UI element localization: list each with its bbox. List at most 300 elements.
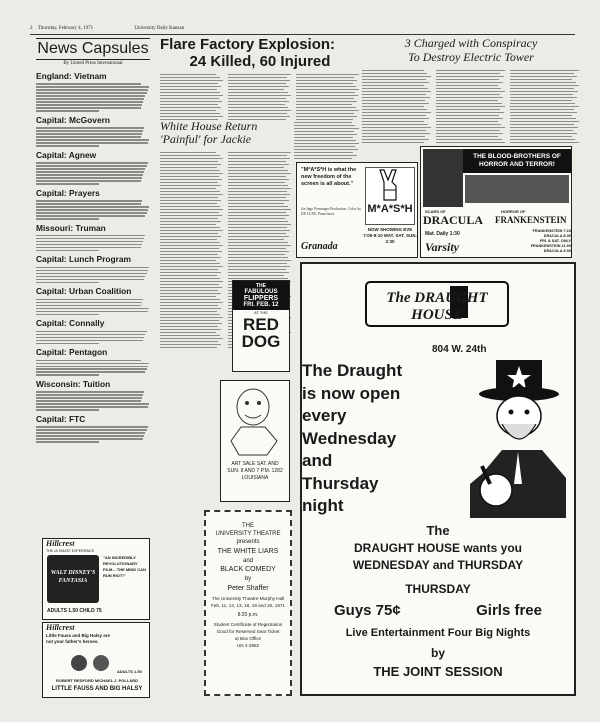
text-line <box>160 104 218 106</box>
announce-line-7: night <box>302 496 344 515</box>
text-line <box>36 308 149 310</box>
dracula-poster <box>423 149 463 207</box>
text-line <box>510 139 575 141</box>
girls-price: Girls free <box>476 602 542 619</box>
capsule-heading: Capital: Lunch Program <box>36 254 131 265</box>
text-line <box>36 165 147 167</box>
text-line <box>36 276 145 278</box>
text-line <box>36 209 148 211</box>
text-line <box>362 115 426 117</box>
text-line <box>36 139 149 141</box>
theatre-line-6: BLACK COMEDY <box>220 566 276 573</box>
capsule-heading: Missouri: Truman <box>36 222 106 233</box>
text-line <box>296 92 355 94</box>
announce-line-5: and <box>302 451 333 470</box>
text-line <box>36 311 148 313</box>
capsule-section <box>36 188 150 220</box>
text-line <box>36 340 143 342</box>
text-line <box>294 137 353 139</box>
text-line <box>160 278 220 280</box>
text-line <box>436 70 505 72</box>
text-line <box>36 314 99 316</box>
theatre-line-14: at Box Office <box>234 636 262 641</box>
text-line <box>296 116 357 118</box>
text-line <box>294 131 354 133</box>
text-line <box>228 185 288 187</box>
text-line <box>36 83 141 85</box>
text-line <box>160 152 216 154</box>
text-column <box>436 68 506 144</box>
text-line <box>362 124 428 126</box>
text-line <box>160 341 218 343</box>
text-line <box>36 180 141 182</box>
text-line <box>160 308 221 310</box>
text-line <box>436 109 500 111</box>
text-line <box>228 98 286 100</box>
text-line <box>362 79 426 81</box>
text-line <box>36 438 143 440</box>
mash-ad <box>296 162 418 258</box>
factory-story <box>160 36 360 120</box>
capsule-heading: Capital: Agnew <box>36 149 97 160</box>
text-line <box>36 241 143 243</box>
text-line <box>160 200 221 202</box>
text-line <box>160 296 216 298</box>
text-line <box>294 149 358 151</box>
capsule-heading: Capital: Pentagon <box>36 347 108 358</box>
dracula-frankenstein-ad <box>420 146 572 258</box>
fauss-tagline: Little Fauss and Big Halsy are not your father's heroes. <box>46 633 111 644</box>
text-line <box>436 76 504 78</box>
theatre-line-11: 8:20 p.m. <box>237 612 259 618</box>
text-line <box>510 100 572 102</box>
text-line <box>228 113 287 115</box>
text-line <box>228 80 290 82</box>
text-line <box>36 127 144 129</box>
text-line <box>36 403 149 405</box>
text-line <box>436 94 500 96</box>
text-line <box>160 290 218 292</box>
uncle-sam-figure <box>462 354 574 518</box>
guys-price: Guys 75¢ <box>334 602 401 619</box>
text-line <box>436 79 499 81</box>
text-line <box>228 269 286 271</box>
capsule-section <box>36 150 150 185</box>
conspiracy-headline-2: To Destroy Electric Tower <box>408 50 534 64</box>
text-line <box>510 85 579 87</box>
text-line <box>160 86 221 88</box>
text-line <box>228 107 288 109</box>
text-line <box>160 311 217 313</box>
text-line <box>36 432 145 434</box>
capsule-list <box>36 71 150 443</box>
text-line <box>296 98 354 100</box>
text-line <box>228 263 287 265</box>
text-line <box>36 101 143 103</box>
text-line <box>36 299 143 301</box>
capsule-section <box>36 115 150 147</box>
text-line <box>160 110 216 112</box>
flippers-red-dog-ad <box>232 280 290 372</box>
text-line <box>36 429 147 431</box>
fantasia-prices: ADULTS 1.50 CHILD 75 <box>47 608 102 614</box>
text-line <box>362 130 426 132</box>
fantasia-tagline: THE ULTIMATE EXPERIENCE <box>46 549 95 553</box>
text-line <box>362 103 429 105</box>
text-line <box>36 133 142 135</box>
text-line <box>36 130 143 132</box>
text-line <box>160 116 223 118</box>
text-line <box>294 155 357 157</box>
text-line <box>160 239 217 241</box>
text-line <box>160 74 216 76</box>
fauss-title: LITTLE FAUSS AND BIG HALSY <box>51 686 143 692</box>
text-line <box>510 130 573 132</box>
text-line <box>36 343 99 345</box>
text-line <box>36 331 147 333</box>
text-line <box>296 77 354 79</box>
text-line <box>228 176 286 178</box>
theatre-line-15: UN 4-3982 <box>236 643 260 648</box>
flippers-the: THE <box>256 283 266 289</box>
text-line <box>510 121 579 123</box>
text-line <box>160 329 221 331</box>
text-column <box>296 72 360 120</box>
text-line <box>36 247 141 249</box>
text-line <box>160 284 219 286</box>
text-line <box>160 347 217 349</box>
text-line <box>510 73 574 75</box>
conspiracy-story <box>362 36 580 144</box>
text-line <box>296 74 359 76</box>
text-line <box>160 326 218 328</box>
factory-headline-1: Flare Factory Explosion: <box>160 36 336 53</box>
factory-body <box>160 72 360 120</box>
text-line <box>36 95 145 97</box>
text-line <box>296 107 356 109</box>
text-line <box>36 86 149 88</box>
text-line <box>228 275 284 277</box>
text-line <box>228 233 286 235</box>
theatre-line-9: The University Theatre-Murphy Hall <box>211 596 285 601</box>
capsule-section <box>36 318 150 344</box>
horror-of-label: HORROR OF <box>501 209 526 214</box>
text-line <box>228 272 289 274</box>
text-line <box>160 194 223 196</box>
text-line <box>36 334 145 336</box>
text-line <box>228 206 288 208</box>
text-line <box>228 260 291 262</box>
text-line <box>160 158 223 160</box>
conspiracy-headline-1: 3 Charged with Conspiracy <box>404 36 538 50</box>
text-line <box>228 221 288 223</box>
text-line <box>160 167 217 169</box>
text-line <box>36 394 143 396</box>
draught-logo-text: The DRAUGHT HOUSE <box>386 290 488 323</box>
text-line <box>294 152 353 154</box>
text-line <box>160 209 223 211</box>
text-line <box>228 197 286 199</box>
text-line <box>160 257 221 259</box>
text-line <box>160 95 223 97</box>
text-line <box>436 115 499 117</box>
text-line <box>510 118 576 120</box>
text-line <box>436 121 498 123</box>
text-line <box>160 92 220 94</box>
text-line <box>36 235 145 237</box>
flippers-name: FLIPPERS <box>243 295 279 302</box>
text-line <box>36 145 99 147</box>
page-number: 2 <box>30 26 33 31</box>
text-line <box>160 89 217 91</box>
text-line <box>294 140 356 142</box>
capsule-heading: Capital: Prayers <box>36 187 100 198</box>
text-line <box>160 344 221 346</box>
text-line <box>436 100 498 102</box>
news-capsules-byline: By United Press International <box>63 61 123 66</box>
text-line <box>36 426 148 428</box>
text-line <box>160 197 218 199</box>
text-line <box>510 97 577 99</box>
text-line <box>294 128 359 130</box>
text-line <box>296 104 352 106</box>
mash-times: NOW SHOWING EVE 7:00-9:10 MAT. SAT. SUN. 2:30 <box>363 227 417 244</box>
text-line <box>228 95 291 97</box>
text-column <box>160 72 224 120</box>
text-line <box>362 97 430 99</box>
text-line <box>436 124 501 126</box>
text-line <box>228 209 291 211</box>
mash-small-print: An Ingo Preminger Production. Color by DE LUXE. Panavision. <box>301 207 361 216</box>
text-line <box>362 136 425 138</box>
red-dog-venue <box>233 316 289 350</box>
text-line <box>362 106 424 108</box>
text-line <box>160 218 218 220</box>
art-sale-text: ART SALE SAT. AND SUN. 8 AND 7 P.M. 1282 LOUISIANA <box>227 461 283 481</box>
mash-peace-hand-icon <box>366 168 414 202</box>
text-line <box>228 257 288 259</box>
text-line <box>228 242 288 244</box>
text-line <box>36 366 148 368</box>
text-line <box>436 88 501 90</box>
text-line <box>510 88 574 90</box>
text-line <box>160 302 223 304</box>
text-line <box>160 275 217 277</box>
text-line <box>160 176 219 178</box>
capsule-heading: England: Vietnam <box>36 71 107 81</box>
text-line <box>36 215 145 217</box>
fauss-stars: ROBERT REDFORD MICHAEL J. POLLARD <box>56 678 138 683</box>
text-line <box>294 158 352 160</box>
capsule-heading: Capital: Urban Coalition <box>36 286 132 297</box>
capsule-section <box>36 71 150 112</box>
scars-of-label: SCARS OF <box>425 209 446 214</box>
text-line <box>510 133 577 135</box>
text-line <box>436 127 505 129</box>
text-line <box>160 338 223 340</box>
text-line <box>36 406 148 408</box>
hillcrest-logo: Hillcrest <box>46 539 75 548</box>
text-line <box>228 194 290 196</box>
text-line <box>36 363 149 365</box>
text-line <box>510 79 572 81</box>
text-line <box>160 224 216 226</box>
text-line <box>36 168 145 170</box>
text-line <box>36 409 99 411</box>
text-column <box>228 72 292 120</box>
text-line <box>436 112 504 114</box>
white-house-headline-1: White House Return <box>160 120 258 133</box>
hillcrest-fantasia-ad <box>42 538 150 620</box>
text-line <box>36 92 147 94</box>
text-line <box>36 203 141 205</box>
text-line <box>36 89 148 91</box>
text-line <box>36 200 142 202</box>
text-line <box>228 101 289 103</box>
text-line <box>36 337 144 339</box>
text-line <box>160 323 222 325</box>
dracula-title: DRACULA <box>423 213 483 227</box>
theatre-line-2: UNIVERSITY THEATRE <box>215 531 281 537</box>
fauss-adults: ADULTS 1.50 <box>117 669 142 674</box>
capsule-section <box>36 254 150 283</box>
theatre-line-7: by <box>244 576 252 582</box>
text-line <box>36 136 141 138</box>
dog-word: DOG <box>241 332 281 351</box>
text-line <box>160 260 216 262</box>
text-line <box>228 173 291 175</box>
text-line <box>228 89 284 91</box>
announce-line-6: Thursday <box>302 473 379 493</box>
text-line <box>160 173 223 175</box>
text-line <box>160 212 219 214</box>
text-line <box>228 170 288 172</box>
text-line <box>36 305 141 307</box>
text-line <box>228 254 285 256</box>
text-line <box>228 74 291 76</box>
text-line <box>36 374 99 376</box>
text-line <box>510 106 579 108</box>
text-line <box>510 70 579 72</box>
text-line <box>160 230 223 232</box>
draught-lower-block <box>302 522 574 682</box>
capsule-section <box>36 347 150 376</box>
text-line <box>160 281 223 283</box>
hillcrest-little-fauss-ad <box>42 622 150 698</box>
draught-address: 804 W. 24th <box>432 344 487 355</box>
text-line <box>228 167 284 169</box>
draught-prices <box>302 600 574 622</box>
text-line <box>36 273 147 275</box>
text-line <box>362 94 426 96</box>
text-column <box>294 120 360 161</box>
capsule-heading: Capital: McGovern <box>36 114 110 125</box>
text-line <box>160 245 223 247</box>
capsule-section <box>36 414 150 443</box>
text-line <box>436 85 498 87</box>
text-line <box>228 248 286 250</box>
text-line <box>160 182 218 184</box>
text-line <box>160 203 217 205</box>
flippers-at: AT THE <box>254 310 268 315</box>
fauss-art <box>65 653 115 675</box>
text-line <box>510 91 578 93</box>
theatre-line-4: THE WHITE LIARS <box>217 548 279 555</box>
draught-live: Live Entertainment Four Big Nights <box>345 627 531 639</box>
text-line <box>510 136 572 138</box>
text-line <box>436 91 505 93</box>
text-line <box>160 233 218 235</box>
text-line <box>160 251 222 253</box>
fantasia-title: WALT DISNEY'S FANTASIA <box>50 570 96 584</box>
text-line <box>160 206 220 208</box>
announce-line-1: The Draught <box>302 361 403 380</box>
text-line <box>228 104 285 106</box>
text-line <box>160 179 222 181</box>
text-line <box>362 118 429 120</box>
blood-brothers-banner: THE BLOOD-BROTHERS OF HORROR AND TERROR! <box>463 149 571 173</box>
text-line <box>36 302 142 304</box>
text-line <box>36 107 141 109</box>
draught-thursday: THURSDAY <box>405 582 471 596</box>
draught-announcement <box>302 360 462 518</box>
text-line <box>362 100 425 102</box>
draught-days: WEDNESDAY and THURSDAY <box>352 558 524 572</box>
text-line <box>160 287 222 289</box>
text-line <box>362 112 431 114</box>
text-line <box>228 245 291 247</box>
text-line <box>436 106 505 108</box>
text-column <box>160 150 224 352</box>
text-line <box>228 86 289 88</box>
text-line <box>228 227 287 229</box>
text-line <box>436 73 500 75</box>
mash-title: M*A*S*H <box>367 203 413 215</box>
text-line <box>436 82 503 84</box>
text-line <box>36 177 142 179</box>
text-line <box>160 317 223 319</box>
text-line <box>294 134 357 136</box>
text-line <box>296 101 357 103</box>
horror-faces <box>465 175 569 203</box>
capsule-heading: Capital: Connally <box>36 318 105 329</box>
announce-line-4: Wednesday <box>302 428 397 448</box>
text-line <box>362 139 429 141</box>
text-line <box>160 227 220 229</box>
text-line <box>296 83 353 85</box>
text-line <box>36 267 149 269</box>
text-line <box>510 112 577 114</box>
text-line <box>228 164 289 166</box>
text-line <box>362 91 431 93</box>
art-sale-drawing-icon <box>221 381 289 461</box>
text-line <box>36 282 99 284</box>
text-line <box>160 113 220 115</box>
text-line <box>36 104 142 106</box>
draught-wants-you: DRAUGHT HOUSE wants you <box>353 541 522 555</box>
text-line <box>510 103 575 105</box>
theatre-line-13: Good for Reserved Seat Ticket <box>216 629 280 634</box>
text-line <box>160 242 220 244</box>
fantasia-quote: "AN INCREDIBLY REVOLUTIONARY FILM... THE MIND CAN RUN RIOT!" <box>103 555 146 578</box>
capsule-section <box>36 286 150 315</box>
news-capsules-column <box>36 38 150 532</box>
draught-the: The <box>426 523 450 538</box>
frankenstein-title: FRANKENSTEIN <box>495 215 567 225</box>
text-line <box>296 95 358 97</box>
text-line <box>160 155 220 157</box>
text-line <box>160 248 219 250</box>
